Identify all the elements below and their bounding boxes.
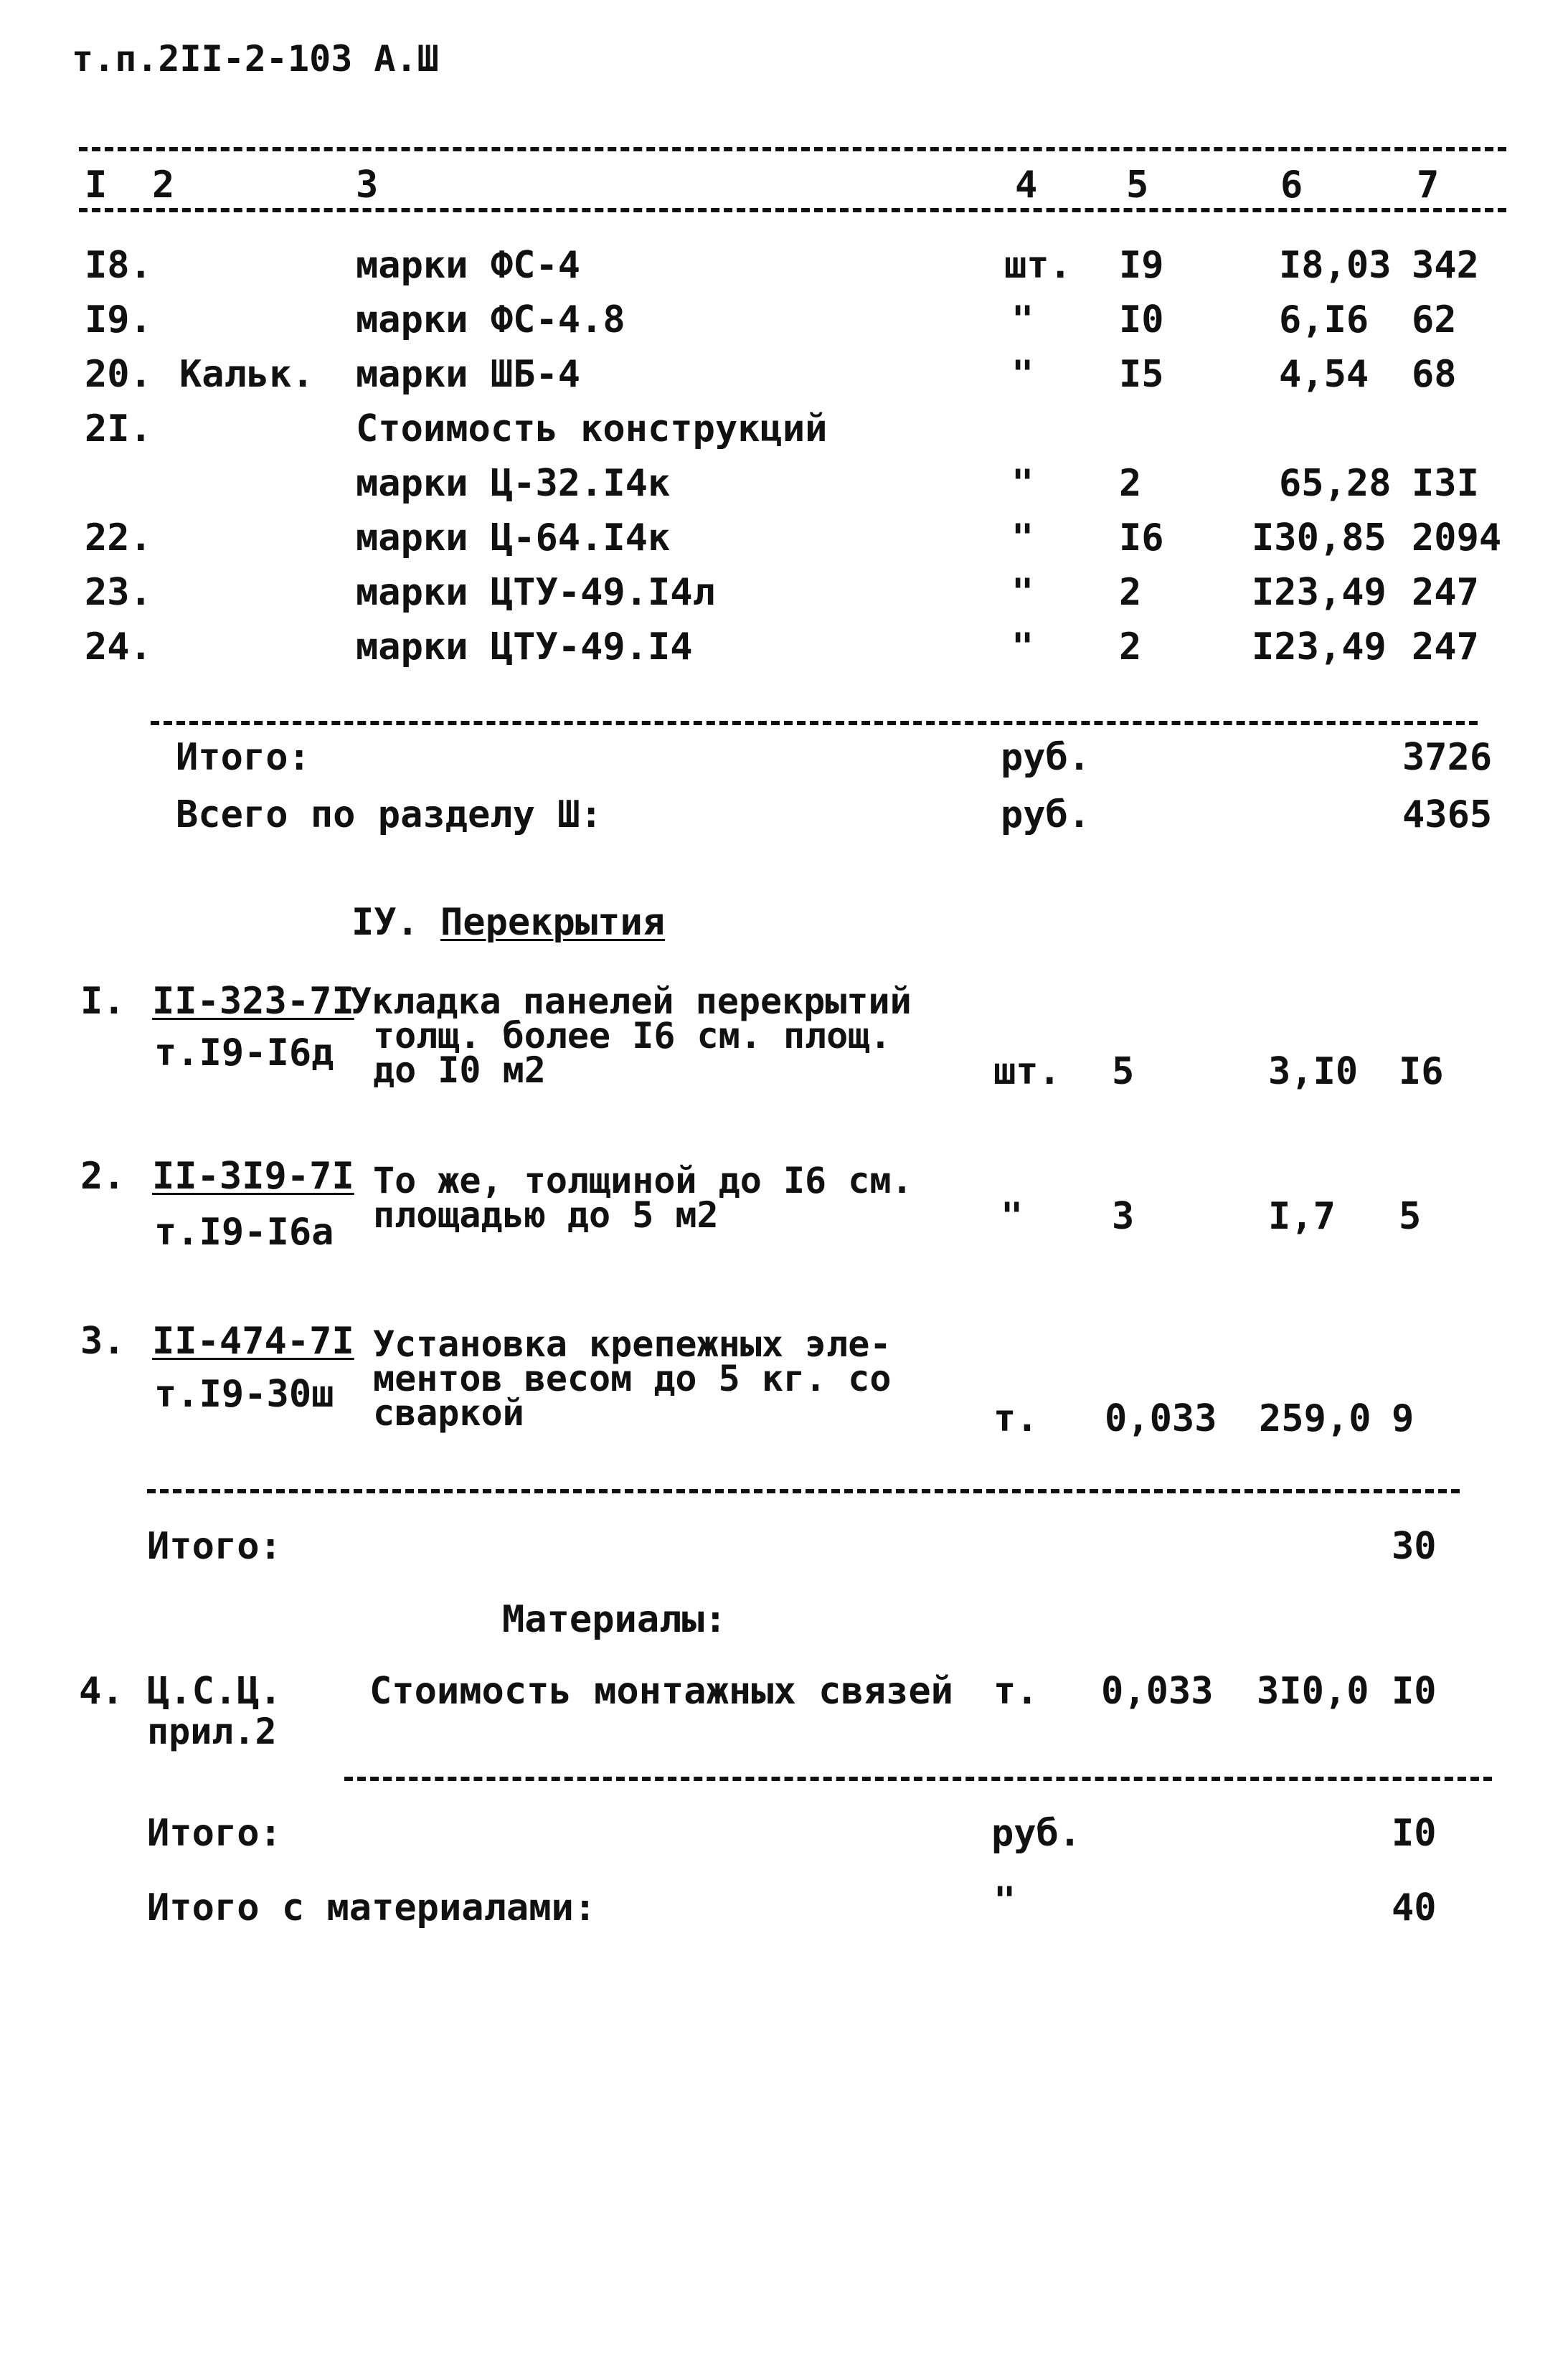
row-price: 4,54 <box>1279 353 1369 396</box>
row-num: 24. <box>85 625 152 668</box>
row-total: I3I <box>1412 462 1479 505</box>
row-code: II-474-7I <box>152 1320 354 1363</box>
row-qty: I5 <box>1119 353 1164 396</box>
col-2-header: 2 <box>152 164 175 207</box>
row-code-secondary: т.I9-I6а <box>154 1211 334 1254</box>
row-name: марки Ц-32.I4к <box>356 462 671 505</box>
subtotal-value: 30 <box>1392 1525 1437 1568</box>
col-1-header: I <box>85 164 108 207</box>
divider-materials <box>344 1777 1492 1781</box>
row-total: 9 <box>1392 1397 1414 1440</box>
row-qty: 2 <box>1119 462 1142 505</box>
divider-section3-totals <box>151 721 1478 725</box>
row-price: I30,85 <box>1252 516 1387 559</box>
row-total: 2094 <box>1412 516 1502 559</box>
row-num: I9. <box>85 298 152 341</box>
row-price: I23,49 <box>1252 571 1387 614</box>
divider-top <box>79 147 1506 151</box>
row-price: 3I0,0 <box>1257 1670 1369 1713</box>
divider-header <box>79 208 1506 212</box>
total-unit: руб. <box>1001 793 1091 836</box>
row-qty: I6 <box>1119 516 1164 559</box>
divider-section4 <box>147 1489 1460 1493</box>
row-qty: 0,033 <box>1101 1670 1214 1713</box>
row-name-line: до I0 м2 <box>373 1049 546 1091</box>
row-code: II-3I9-7I <box>152 1155 354 1198</box>
row-name: марки ЦТУ-49.I4 <box>356 625 693 668</box>
row-num: 4. <box>79 1670 124 1713</box>
row-qty: 0,033 <box>1105 1397 1217 1440</box>
row-num: 23. <box>85 571 152 614</box>
row-qty: I0 <box>1119 298 1164 341</box>
row-price: 65,28 <box>1279 462 1392 505</box>
row-name-line: толщ. более I6 см. площ. <box>373 1015 892 1057</box>
row-price: 3,I0 <box>1268 1050 1359 1093</box>
row-code-secondary: т.I9-I6д <box>154 1031 334 1074</box>
row-total: I6 <box>1399 1050 1444 1093</box>
row-unit: " <box>1011 353 1034 396</box>
row-unit: шт. <box>1004 244 1072 287</box>
row-unit: " <box>1001 1195 1024 1238</box>
row-name-line: Установка крепежных эле- <box>373 1323 892 1365</box>
row-name-line: ментов весом до 5 кг. со <box>373 1358 892 1399</box>
col-5-header: 5 <box>1126 164 1149 207</box>
total-label: Итого: <box>147 1812 282 1855</box>
subtotal-label: Итого: <box>147 1525 282 1568</box>
row-code: Ц.С.Ц. <box>147 1670 282 1713</box>
section-title: Перекрытия <box>440 901 666 944</box>
row-total: 247 <box>1412 625 1479 668</box>
row-name: марки ЦТУ-49.I4л <box>356 571 715 614</box>
row-num: 2I. <box>85 407 152 450</box>
row-name: Стоимость конструкций <box>356 407 828 450</box>
total-unit: " <box>993 1879 1016 1922</box>
row-price: I23,49 <box>1252 625 1387 668</box>
total-unit: руб. <box>991 1812 1082 1855</box>
row-unit: т. <box>993 1397 1039 1440</box>
row-name-line: Укладка панелей перекрытий <box>350 981 912 1022</box>
row-total: 62 <box>1412 298 1457 341</box>
section-number: IУ. <box>351 901 419 944</box>
col-7-header: 7 <box>1417 164 1440 207</box>
total-value: 3726 <box>1402 736 1493 779</box>
row-name: марки ШБ-4 <box>356 353 581 396</box>
row-code: II-323-7I <box>152 980 354 1023</box>
row-unit: " <box>1011 462 1034 505</box>
total-value: 40 <box>1392 1886 1437 1929</box>
total-label: Итого: <box>176 736 311 779</box>
row-total: 342 <box>1412 244 1479 287</box>
row-name: марки ФС-4 <box>356 244 581 287</box>
col-6-header: 6 <box>1280 164 1303 207</box>
row-unit: " <box>1011 571 1034 614</box>
row-code: Кальк. <box>179 353 314 396</box>
row-num: 2. <box>80 1155 126 1198</box>
row-qty: I9 <box>1119 244 1164 287</box>
row-name-line: То же, толщиной до I6 см. <box>373 1160 913 1201</box>
row-code-secondary: прил.2 <box>147 1711 277 1752</box>
total-value: 4365 <box>1402 793 1493 836</box>
total-unit: руб. <box>1001 736 1091 779</box>
total-label: Итого с материалами: <box>147 1886 597 1929</box>
row-num: 3. <box>80 1320 126 1363</box>
row-name: Стоимость монтажных связей <box>369 1670 953 1713</box>
row-unit: " <box>1011 625 1034 668</box>
row-price: 259,0 <box>1259 1397 1371 1440</box>
row-total: I0 <box>1392 1670 1437 1713</box>
row-price: I8,03 <box>1279 244 1392 287</box>
row-price: 6,I6 <box>1279 298 1369 341</box>
row-name-line: площадью до 5 м2 <box>373 1194 719 1236</box>
document-code: т.п.2II-2-103 А.Ш <box>72 38 439 80</box>
row-num: I8. <box>85 244 152 287</box>
row-name: марки Ц-64.I4к <box>356 516 671 559</box>
row-name: марки ФС-4.8 <box>356 298 625 341</box>
row-name-line: сваркой <box>373 1392 524 1434</box>
row-unit: шт. <box>993 1050 1061 1093</box>
row-num: 20. <box>85 353 152 396</box>
row-num: 22. <box>85 516 152 559</box>
row-price: I,7 <box>1268 1195 1336 1238</box>
row-num: I. <box>80 980 126 1023</box>
total-value: I0 <box>1392 1812 1437 1855</box>
row-qty: 2 <box>1119 625 1142 668</box>
row-unit: т. <box>993 1670 1039 1713</box>
col-4-header: 4 <box>1015 164 1038 207</box>
row-total: 68 <box>1412 353 1457 396</box>
row-unit: " <box>1011 298 1034 341</box>
total-label: Всего по разделу Ш: <box>176 793 603 836</box>
col-3-header: 3 <box>356 164 379 207</box>
row-qty: 5 <box>1112 1050 1135 1093</box>
row-qty: 2 <box>1119 571 1142 614</box>
row-code-secondary: т.I9-30ш <box>154 1373 334 1416</box>
row-total: 5 <box>1399 1195 1422 1238</box>
row-total: 247 <box>1412 571 1479 614</box>
row-qty: 3 <box>1112 1195 1135 1238</box>
row-unit: " <box>1011 516 1034 559</box>
materials-header: Материалы: <box>502 1598 727 1641</box>
